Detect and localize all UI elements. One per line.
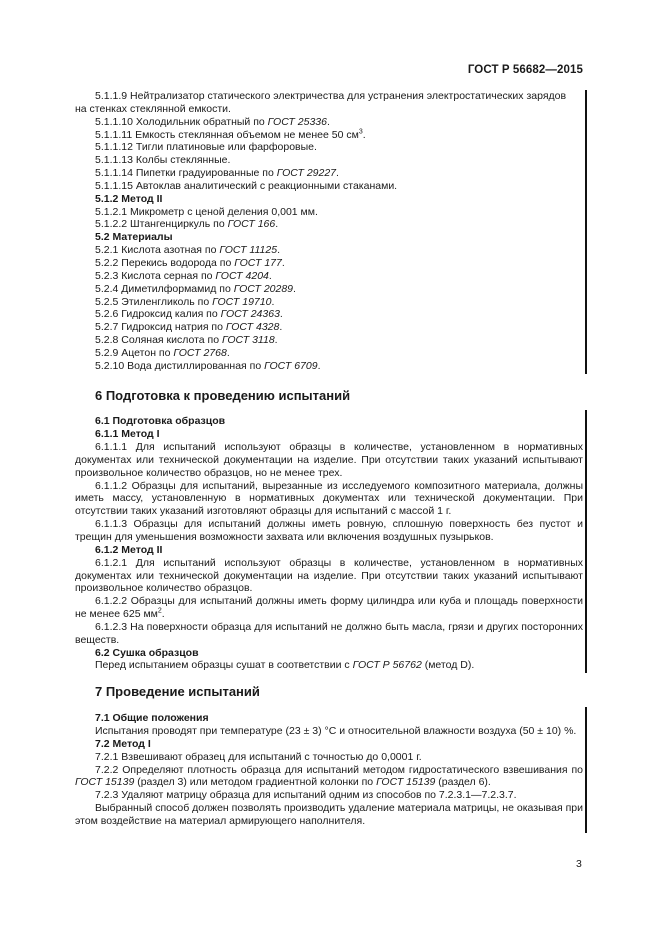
subsection-heading: 7.1 Общие положения [95, 712, 209, 725]
subsection-heading: 6.1.2 Метод II [95, 543, 163, 556]
list-item: 5.1.1.12 Тигли платиновые или фарфоровые. [95, 141, 317, 154]
revision-bar [585, 410, 587, 673]
section-heading: 6 Подготовка к проведению испытаний [95, 387, 351, 403]
standard-reference: ГОСТ 6709 [264, 359, 318, 372]
standard-reference: ГОСТ 4204 [215, 269, 269, 282]
revision-bar [585, 90, 587, 374]
standard-header: ГОСТ Р 56682—2015 [467, 64, 583, 76]
subsection-heading: 5.2 Материалы [95, 231, 173, 244]
paragraph: 6.1.1.3 Образцы для испытаний должны иметь ровную, сплошную поверхность без пустот и трещин для уменьшения возможности захвата или включения воздушных пузырьков. [75, 518, 583, 543]
paragraph: 7.2.3 Удаляют матрицу образца для испытаний одним из способов по 7.2.3.1—7.2.3.7. [95, 789, 517, 802]
standard-reference: ГОСТ 25336 [267, 115, 327, 128]
list-item: 5.2.2 Перекись водорода по ГОСТ 177. [95, 256, 285, 269]
standard-reference: ГОСТ 2768 [173, 346, 227, 359]
paragraph: 7.2.2 Определяют плотность образца для испытаний методом гидростатического взвешивания по ГОСТ 15139 (раздел 3) или методом градиентной колонки по ГОСТ 15139 (раздел 6). [75, 763, 583, 789]
list-item: 5.1.2.1 Микрометр с ценой деления 0,001 мм. [95, 205, 318, 218]
paragraph: 6.1.2.2 Образцы для испытаний должны иметь форму цилиндра или куба и площадь поверхности не менее 625 $мм^2$. [75, 595, 583, 621]
list-item: 5.1.1.9 Нейтрализатор статического электричества для устранения электростатических зарядов [95, 90, 567, 102]
paragraph: Перед испытанием образцы сушат в соответствии с ГОСТ Р 56762 (метод D). [95, 659, 475, 672]
paragraph: 7.2.1 Взвешивают образец для испытаний с точностью до 0,0001 г. [95, 750, 422, 763]
standard-reference: ГОСТ 20289 [233, 282, 294, 295]
paragraph: 6.1.1.1 Для испытаний используют образцы в количестве, установленном в нормативных документах или технической документации на изделие. При отсутствии таких указаний испытывают произвольное количество образцов, но не менее трех. [75, 441, 583, 479]
standard-reference: ГОСТ 3118 [221, 334, 275, 347]
subsection-heading: 7.2 Метод I [95, 737, 151, 750]
standard-reference: ГОСТ 11125 [219, 244, 278, 257]
standard-reference: ГОСТ 166 [227, 218, 276, 231]
subsection-heading: 6.2 Сушка образцов [95, 646, 199, 659]
materials-list [75, 244, 583, 372]
list-item: 5.2.6 Гидроксид калия по ГОСТ 24363. [95, 308, 283, 321]
standard-reference: ГОСТ 19710 [212, 295, 272, 308]
list-item: 5.2.1 Кислота азотная по ГОСТ 11125. [95, 244, 280, 257]
list-item: 5.1.1.15 Автоклав аналитический с реакционными стаканами. [95, 179, 398, 192]
list-item: 5.2.5 Этиленгликоль по ГОСТ 19710. [95, 295, 275, 308]
revision-bar [585, 707, 587, 833]
standard-reference: ГОСТ 4328 [225, 321, 280, 334]
list-item: 5.2.10 Вода дистиллированная по ГОСТ 6709. [95, 359, 321, 372]
standard-reference: ГОСТ 15139 [75, 776, 135, 789]
section-heading: 7 Проведение испытаний [95, 684, 260, 700]
list-item: 5.1.1.11 Емкость стеклянная объемом не менее 50 $см^3$. [95, 128, 366, 141]
paragraph: 6.1.2.1 Для испытаний используют образцы в количестве, установленном в нормативных документах или технической документации на изделие. При отсутствии таких указаний испытывают произвольное количество образцов. [75, 556, 583, 595]
standard-reference: ГОСТ 29227 [276, 167, 337, 180]
list-item: 5.2.3 Кислота серная по ГОСТ 4204. [95, 269, 272, 282]
paragraph: Выбранный способ должен позволять производить удаление материала матрицы, не оказывая при этом воздействие на материал армирующего наполнителя. [75, 802, 583, 827]
paragraph: 6.1.2.3 На поверхности образца для испытаний не должно быть масла, грязи и других посторонних веществ. [75, 620, 583, 646]
subsection-heading: 5.1.2 Метод II [95, 192, 163, 205]
list-item: 5.2.9 Ацетон по ГОСТ 2768. [95, 346, 230, 359]
document-body [75, 90, 583, 828]
subsection-heading: 6.1 Подготовка образцов [95, 415, 226, 428]
subsection-heading: 6.1.1 Метод I [95, 428, 160, 441]
paragraph: 6.1.1.2 Образцы для испытаний, вырезанные из исследуемого композитного материала, должны иметь массу, установленную в нормативных документах или технической документации. При отсутствии таких указаний изготовляют образцы для испытаний с массой 1 г. [75, 479, 583, 518]
standard-reference: ГОСТ 24363 [220, 308, 280, 321]
list-item: 5.1.1.13 Колбы стеклянные. [95, 154, 231, 167]
standard-reference: ГОСТ 177 [234, 256, 282, 269]
list-item: 5.2.8 Соляная кислота по ГОСТ 3118. [95, 334, 278, 347]
standard-reference: ГОСТ 15139 [376, 776, 436, 789]
superscript: 2 [157, 607, 162, 615]
list-item: 5.1.2.2 Штангенциркуль по ГОСТ 166. [95, 218, 279, 231]
standard-reference: ГОСТ Р 56762 [352, 659, 422, 672]
paragraph: Испытания проводят при температуре (23 ± 3) °С и относительной влажности воздуха (50 ± 10) %. [95, 724, 577, 737]
list-item: 5.2.7 Гидроксид натрия по ГОСТ 4328. [95, 321, 283, 334]
list-item-continuation: на стенках стеклянной емкости. [75, 102, 231, 115]
list-item: 5.1.1.10 Холодильник обратный по ГОСТ 25336. [95, 115, 330, 128]
list-item: 5.2.4 Диметилформамид по ГОСТ 20289. [95, 282, 296, 295]
superscript: 3 [358, 128, 363, 136]
page-number: 3 [576, 858, 582, 870]
list-item: 5.1.1.14 Пипетки градуированные по ГОСТ 29227. [95, 167, 339, 180]
